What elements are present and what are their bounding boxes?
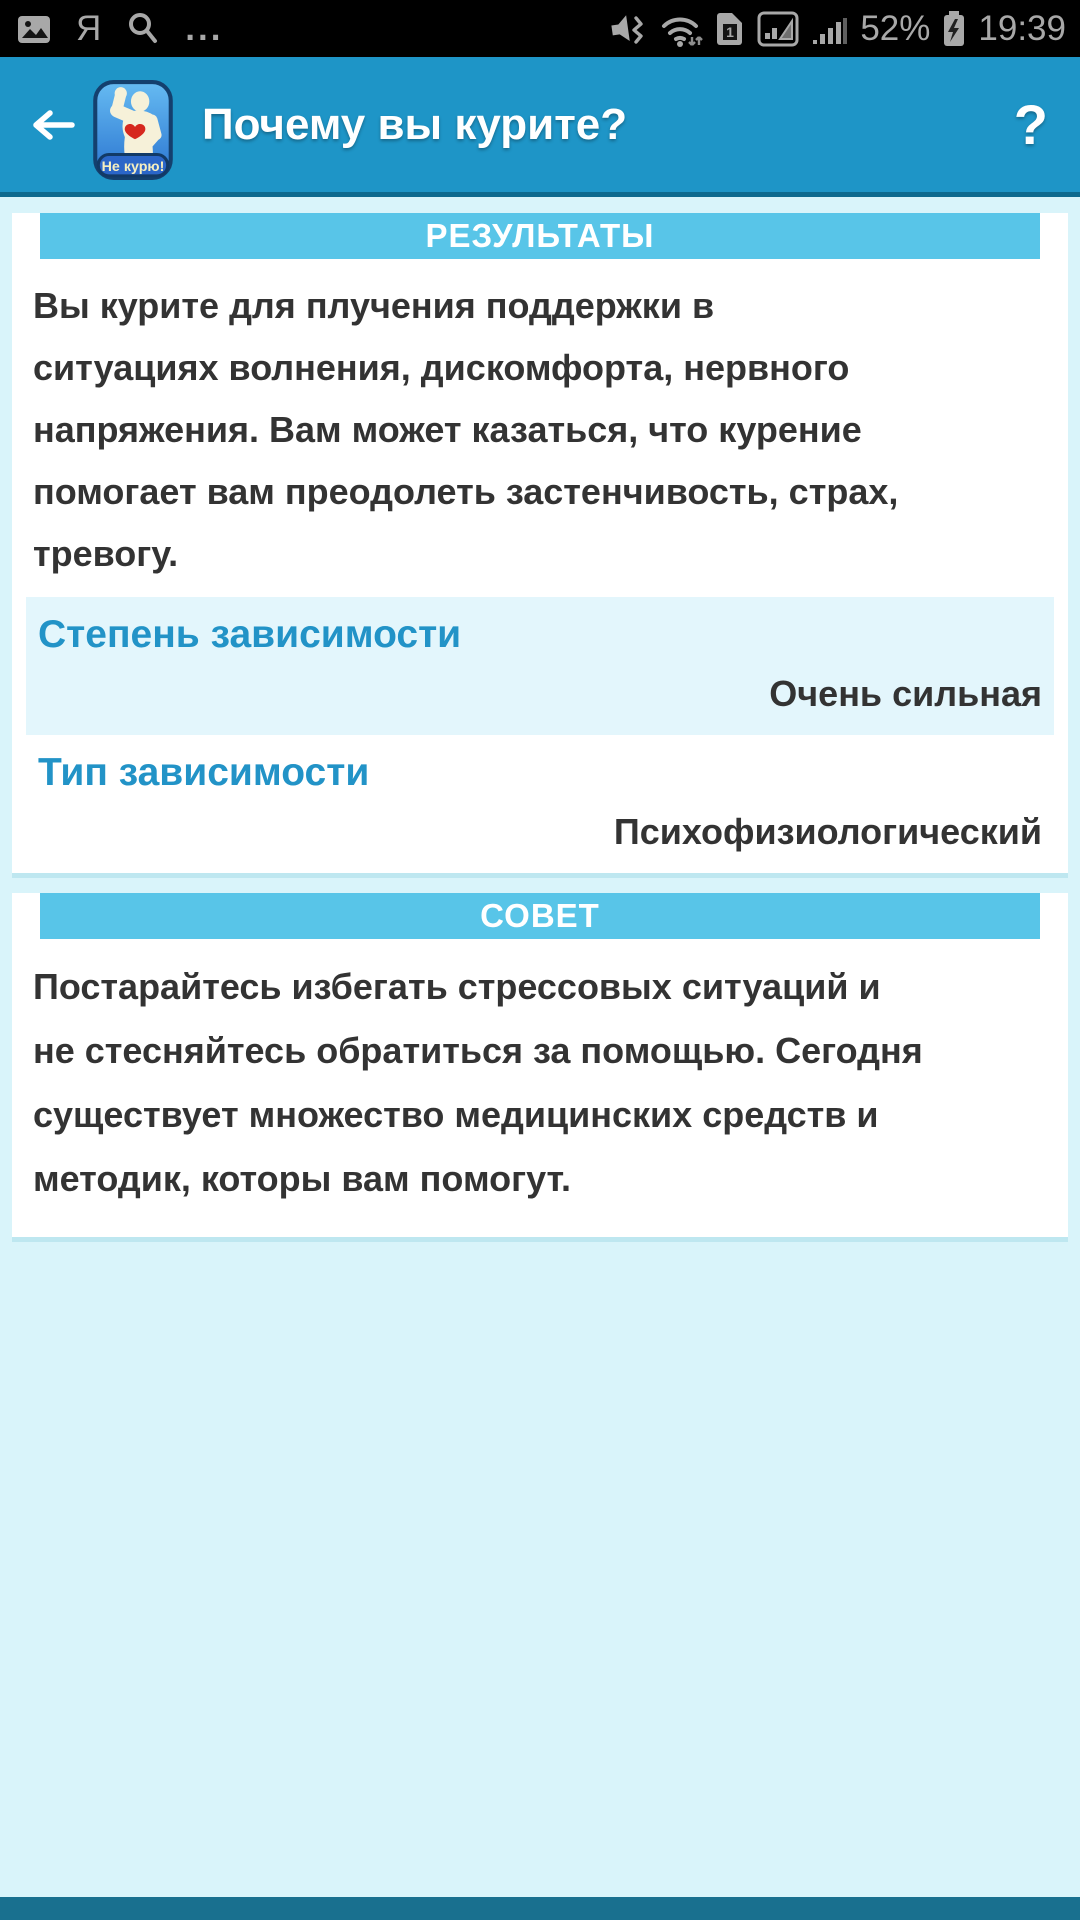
battery-percent: 52% (860, 9, 931, 48)
results-text-line: тревогу. (33, 533, 179, 574)
results-card (12, 213, 1068, 878)
help-button[interactable]: ? (1013, 93, 1048, 156)
dependence-type-value: Психофизиологический (613, 811, 1042, 852)
results-text-line: Вы курите для плучения поддержки в (33, 285, 715, 326)
dependence-degree-row (26, 597, 1054, 735)
advice-banner: СОВЕТ (40, 893, 1040, 939)
dependence-degree-label: Степень зависимости (38, 613, 462, 656)
more-notifications-icon: ... (185, 9, 224, 48)
signal-strength-icon (810, 9, 850, 49)
dependence-degree-value: Очень сильная (769, 673, 1042, 714)
results-banner: РЕЗУЛЬТАТЫ (40, 213, 1040, 259)
results-text-line: напряжения. Вам может казаться, что курение (33, 409, 862, 450)
back-button[interactable] (26, 103, 78, 147)
results-text-line: помогает вам преодолеть застенчивость, страх, (33, 471, 899, 512)
clock: 19:39 (978, 9, 1066, 48)
results-text-line: ситуациях волнения, дискомфорта, нервного (33, 347, 850, 388)
advice-text-line: Постарайтесь избегать стрессовых ситуаций и (33, 966, 881, 1007)
status-bar (0, 0, 1080, 57)
advice-text-line: методик, которы вам помогут. (33, 1158, 572, 1199)
battery-charging-icon (940, 8, 968, 50)
bottom-navigation-bar (0, 1897, 1080, 1920)
sim-card-icon (714, 9, 746, 49)
dependence-type-row (26, 735, 1054, 873)
app-logo-label: Не курю! (101, 158, 165, 175)
notification-icons (14, 9, 223, 49)
wifi-icon (658, 9, 704, 49)
page-title: Почему вы курите? (202, 99, 628, 149)
dependence-type-label: Тип зависимости (38, 751, 370, 794)
app-header (0, 57, 1080, 197)
advice-text (26, 939, 1054, 1237)
mobile-network-icon (756, 9, 800, 49)
svg-text:1: 1 (726, 23, 735, 40)
system-status-icons (606, 8, 1066, 50)
advice-text-line: существует множество медицинских средств и (33, 1094, 879, 1135)
yandex-notification-icon: Я (76, 9, 102, 48)
image-notification-icon (14, 9, 54, 49)
advice-text-line: не стесняйтесь обратиться за помощью. Сегодня (33, 1030, 923, 1071)
app-logo-icon (92, 79, 174, 181)
mute-vibrate-icon (606, 9, 648, 49)
advice-card (12, 893, 1068, 1242)
results-text (26, 259, 1054, 597)
content-area (0, 197, 1080, 1897)
search-notification-icon (123, 9, 163, 49)
